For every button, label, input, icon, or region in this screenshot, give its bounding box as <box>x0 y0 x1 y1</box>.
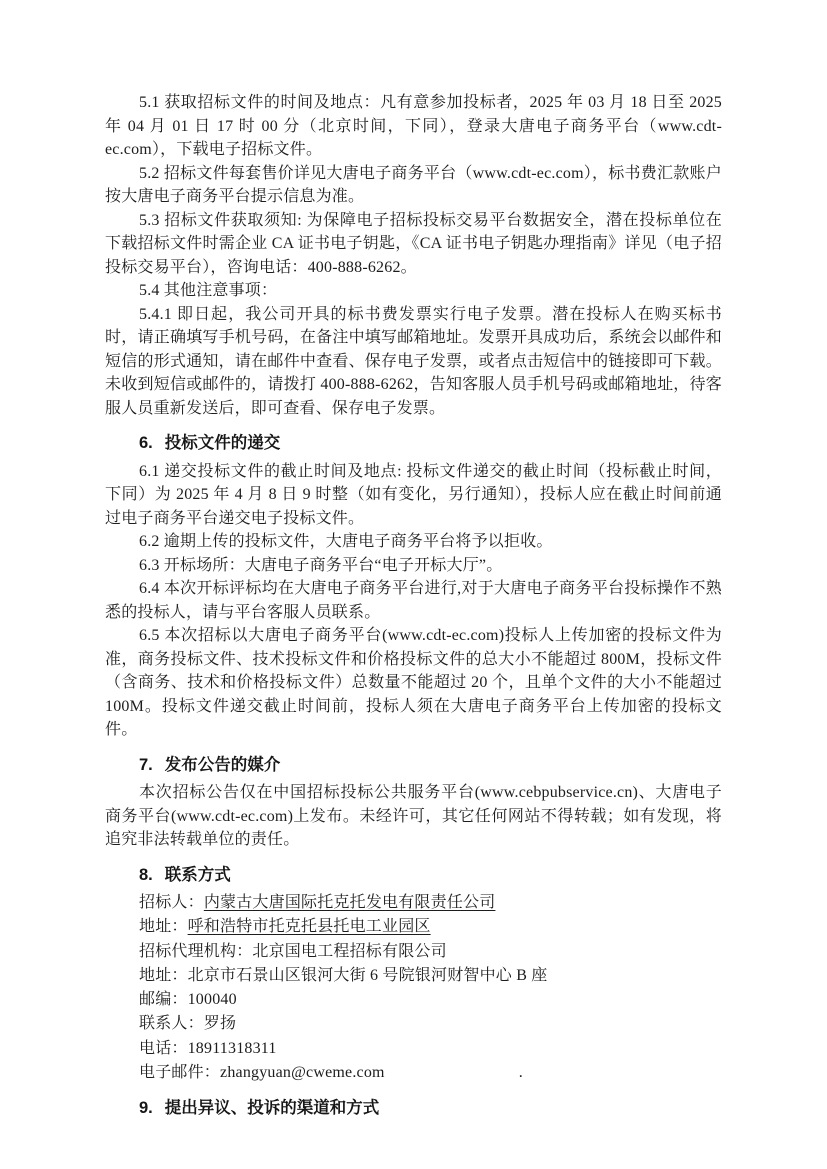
agency-address-line: 地址：北京市石景山区银河大街 6 号院银河财智中心 B 座 <box>139 966 548 984</box>
section-8-heading-number: 8. <box>139 865 153 884</box>
phone-line: 电话：18911318311 <box>139 1039 277 1057</box>
section-9-heading <box>105 1097 722 1121</box>
section-7-heading-number: 7. <box>139 755 153 774</box>
email-line <box>105 1061 722 1085</box>
paragraph-5-4: 5.4 其他注意事项： <box>139 282 278 299</box>
section-6-heading-title: 投标文件的递交 <box>164 434 281 452</box>
email-label: 电子邮件： <box>139 1064 221 1082</box>
tenderer-address-label: 地址： <box>139 918 188 936</box>
paragraph-5-2: 5.2 招标文件每套售价详见大唐电子商务平台（www.cdt-ec.com），标书费汇款账户按大唐电子商务平台提示信息为准。 <box>105 164 722 205</box>
paragraph-5-4-1: 5.4.1 即日起，我公司开具的标书费发票实行电子发票。潜在投标人在购买标书时，请正确填写手机号码，在备注中填写邮箱地址。发票开具成功后，系统会以邮件和短信的形式通知，请在邮件中查看、保存电子发票，或者点击短信中的链接即可下载。未收到短信或邮件的，请拨打 400-888-6262，告知客服人员手机号码或邮箱地址，待客服人员重新发送后，即可查看、保存电子发票。 <box>105 305 722 417</box>
paragraph-6-4: 6.4 本次开标评标均在大唐电子商务平台进行,对于大唐电子商务平台投标操作不熟悉的投标人，请与平台客服人员联系。 <box>105 580 722 621</box>
paragraph-6-3: 6.3 开标场所：大唐电子商务平台“电子开标大厅”。 <box>139 556 503 574</box>
email-trailing-dot: . <box>518 1064 523 1082</box>
tenderer-label: 招标人： <box>139 894 204 911</box>
paragraph-6-5: 6.5 本次招标以大唐电子商务平台(www.cdt-ec.com)投标人上传加密的投标文件为准，商务投标文件、技术投标文件和价格投标文件的总大小不能超过 800M，投标文件（含商务、技术和价格投标文件）总数量不能超过 20 个，且单个文件的大小不能超过 100M。投标文件递交截止时间前，投标人须在大唐电子商务平台上传加密的投标文件。 <box>105 627 722 738</box>
section-6-heading-number: 6. <box>139 434 153 452</box>
postcode-line: 邮编：100040 <box>139 991 237 1009</box>
section-8-heading <box>105 864 722 888</box>
section-6-heading <box>105 432 722 456</box>
tenderer-line <box>105 891 722 915</box>
tenderer-address-line <box>105 915 722 939</box>
section-8-heading-title: 联系方式 <box>164 865 231 884</box>
email-value: zhangyuan@cweme.com <box>220 1064 385 1082</box>
paragraph-7: 本次招标公告仅在中国招标投标公共服务平台(www.cebpubservice.cn)、大唐电子商务平台(www.cdt-ec.com)上发布。未经许可，其它任何网站不得转载；如有发现，将追究非法转载单位的责任。 <box>105 784 722 848</box>
paragraph-5-3: 5.3 招标文件获取须知: 为保障电子招标投标交易平台数据安全，潜在投标单位在下载招标文件时需企业 CA 证书电子钥匙，《CA 证书电子钥匙办理指南》详见（电子招投标交易平台），咨询电话：400-888-6262。 <box>105 211 722 276</box>
contact-person-line: 联系人：罗扬 <box>139 1015 237 1033</box>
agency-line: 招标代理机构：北京国电工程招标有限公司 <box>139 942 447 960</box>
tenderer-value: 内蒙古大唐国际托克托发电有限责任公司 <box>203 894 496 911</box>
tenderer-address-value: 呼和浩特市托克托县托电工业园区 <box>187 918 431 936</box>
section-7-heading <box>105 754 722 778</box>
section-9-heading-title: 提出异议、投诉的渠道和方式 <box>164 1099 380 1118</box>
section-7-heading-title: 发布公告的媒介 <box>164 755 281 774</box>
paragraph-6-1: 6.1 递交投标文件的截止时间及地点: 投标文件递交的截止时间（投标截止时间，下同）为 2025 年 4 月 8 日 9 时整（如有变化，另行通知），投标人应在截止时间前通过电子商务平台递交电子投标文件。 <box>105 462 722 527</box>
paragraph-5-1: 5.1 获取招标文件的时间及地点：凡有意参加投标者，2025 年 03 月 18 日至 2025 年 04 月 01 日 17 时 00 分（北京时间，下同），登录大唐电子商务平台（www.cdt-ec.com），下载电子招标文件。 <box>105 94 722 158</box>
paragraph-6-2: 6.2 逾期上传的投标文件，大唐电子商务平台将予以拒收。 <box>139 533 553 550</box>
section-9-heading-number: 9. <box>139 1099 153 1118</box>
